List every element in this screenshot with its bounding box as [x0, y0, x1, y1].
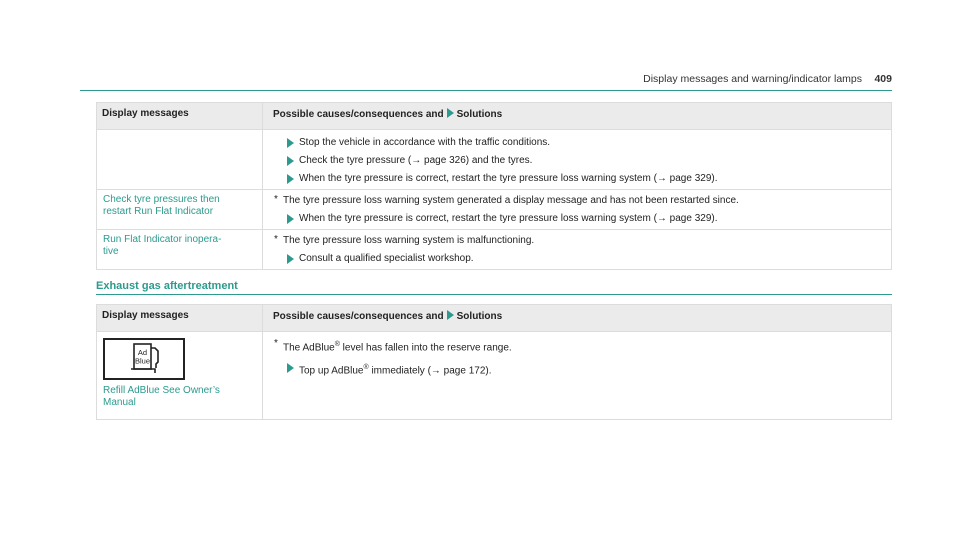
solution-arrow-icon [287, 138, 294, 148]
asterisk-icon: * [274, 194, 278, 205]
registered-mark: ® [363, 364, 369, 372]
table-row [97, 130, 892, 190]
row-message-cell [97, 130, 263, 190]
table-row [97, 230, 892, 270]
solution-step [273, 137, 885, 149]
solution-step-text: Check the tyre pressure (→ page 326) and the tyres. [299, 155, 533, 166]
section-heading: Exhaust gas aftertreatment [96, 280, 892, 295]
col-header-display-messages: Display messages [97, 103, 263, 130]
cause-note-text: The tyre pressure loss warning system generated a display message and has not been restarted since. [283, 195, 739, 206]
cause-note-text: level has fallen into the reserve range. [339, 342, 512, 354]
registered-mark: ® [334, 341, 340, 348]
table-header-row [97, 103, 892, 130]
solution-step [273, 213, 885, 225]
messages-table-tyres [96, 102, 892, 270]
solution-step-text: When the tyre pressure is correct, restart the tyre pressure loss warning system (→ page 329). [299, 173, 718, 184]
page-header [80, 68, 892, 91]
display-message-text [97, 190, 262, 222]
display-message-line: Check tyre pressures then [103, 194, 220, 205]
adblue-icon-text-blue: Blue [134, 356, 151, 366]
display-message-line: Run Flat Indicator inopera- [103, 234, 222, 245]
solution-step-text: Top up AdBlue [299, 365, 364, 377]
display-message-line: Refill AdBlue See Owner’s [103, 385, 220, 396]
page-number: 409 [874, 73, 892, 85]
row-message-cell [97, 230, 263, 270]
table-row [97, 332, 892, 420]
header-title: Display messages and warning/indicator lamps [643, 73, 862, 85]
row-solutions-cell [263, 190, 892, 230]
solution-arrow-icon [447, 108, 454, 118]
solution-step-text: Stop the vehicle in accordance with the traffic conditions. [299, 137, 551, 148]
solution-step-text: When the tyre pressure is correct, restart the tyre pressure loss warning system (→ page 329). [299, 213, 718, 224]
col-header-solutions-text: Solutions [456, 311, 503, 322]
col-header-causes-text: Possible causes/consequences and [273, 311, 444, 322]
solution-arrow-icon [287, 363, 294, 373]
col-header-display-messages: Display messages [97, 305, 263, 332]
row-solutions-cell [263, 230, 892, 270]
messages-table-adblue [96, 304, 892, 420]
display-message-line: restart Run Flat Indicator [103, 206, 214, 217]
asterisk-icon: * [274, 234, 278, 245]
solution-arrow-icon [447, 310, 454, 320]
asterisk-icon: * [274, 338, 278, 349]
col-header-causes [263, 103, 892, 130]
solution-arrow-icon [287, 174, 294, 184]
cause-note [273, 195, 885, 207]
display-message-text [97, 380, 262, 413]
solution-step [273, 253, 885, 265]
row-message-cell [97, 332, 263, 420]
row-message-cell [97, 190, 263, 230]
table-header-row [97, 305, 892, 332]
solution-step-text: Consult a qualified specialist workshop. [299, 253, 474, 264]
display-message-text [97, 230, 262, 262]
solution-step [273, 362, 885, 377]
solution-step-text: immediately (→ page 172). [368, 365, 492, 377]
table-row [97, 190, 892, 230]
solution-step [273, 173, 885, 185]
display-message-line: tive [103, 246, 119, 257]
cause-note-text: The tyre pressure loss warning system is malfunctioning. [283, 235, 535, 246]
solution-arrow-icon [287, 214, 294, 224]
solution-arrow-icon [287, 156, 294, 166]
adblue-icon [103, 338, 185, 380]
solution-step [273, 155, 885, 167]
cause-note-text: The AdBlue [283, 342, 335, 354]
display-message-line: Manual [103, 397, 136, 408]
row-solutions-cell [263, 332, 892, 420]
col-header-causes-text: Possible causes/consequences and [273, 109, 444, 120]
cause-note [273, 339, 885, 354]
row-solutions-cell [263, 130, 892, 190]
solution-arrow-icon [287, 254, 294, 264]
col-header-causes [263, 305, 892, 332]
cause-note [273, 235, 885, 247]
adblue-icon-text-ad: Ad [137, 348, 148, 357]
col-header-solutions-text: Solutions [456, 109, 503, 120]
